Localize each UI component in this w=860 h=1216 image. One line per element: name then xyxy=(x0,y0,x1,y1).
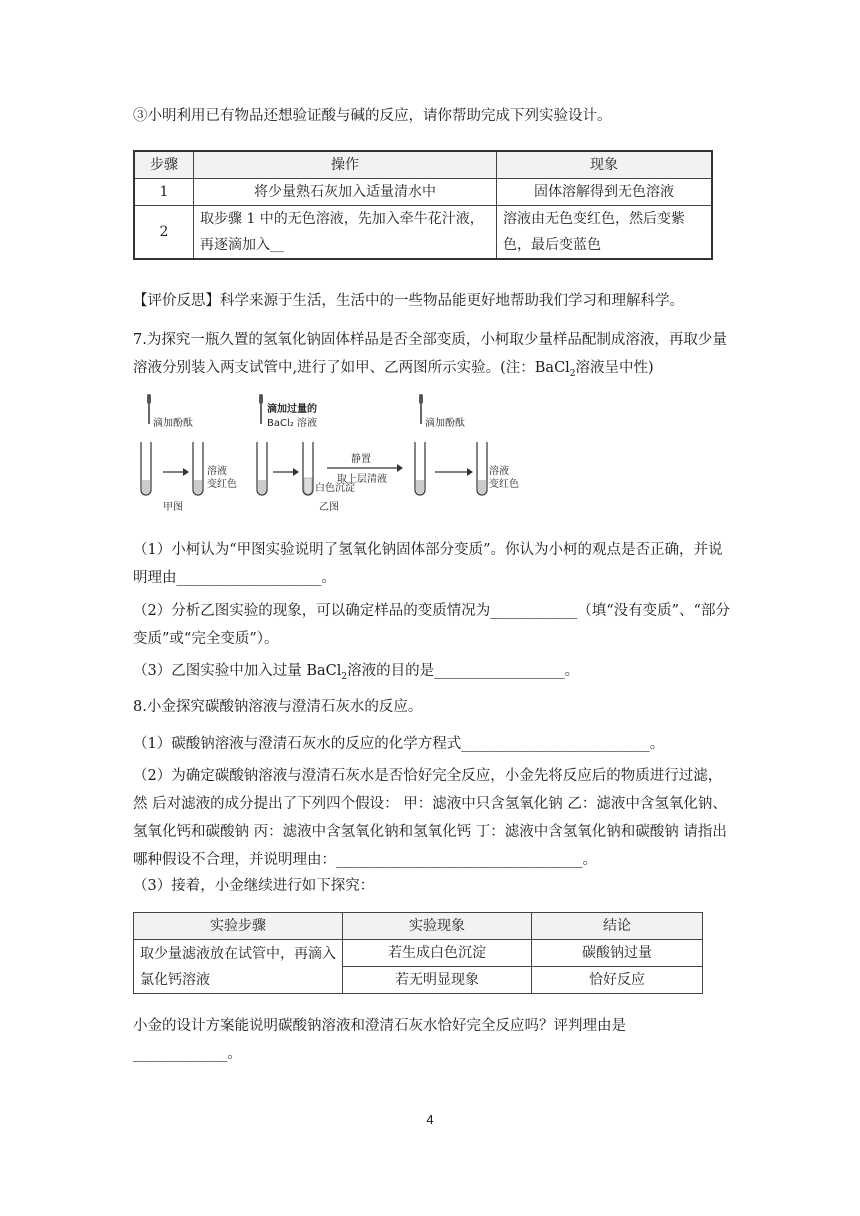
question-8-2: （2）为确定碳酸钠溶液与澄清石灰水是否恰好完全反应，小金先将反应后的物质进行过滤，然 后对滤液的成分提出了下列四个假设： 甲：滤液中只含氢氧化钠 乙：滤液中含氢氧化钠、氢氧化钙和碳酸钠 丙：滤液中含氢氧化钠和氢氧化钙 丁：滤液中含氢氧化钠和碳酸钠 请指出哪种假设不合理，并说明理由：__________________________________。 xyxy=(133,768,727,868)
label-solution-1: 溶液 xyxy=(207,466,227,477)
arrow-1 xyxy=(163,468,189,476)
table-header-cell: 实验步骤 xyxy=(134,913,343,940)
experiment-design-table xyxy=(133,150,713,260)
dropper-3 xyxy=(419,394,423,424)
label-turn-red-2: 变红色 xyxy=(489,479,519,490)
label-add-phenolphthalein-1: 滴加酚酞 xyxy=(153,418,193,429)
q7-3-subscript: 2 xyxy=(341,671,348,682)
table-cell-step: 取少量滤液放在试管中，再滴入氯化钙溶液 xyxy=(134,940,343,994)
question-7-3 xyxy=(133,657,731,691)
q7-stem-tail: 溶液呈中性) xyxy=(575,360,654,376)
label-add-excess: 滴加过量的 xyxy=(267,404,317,415)
table-cell: 2 xyxy=(134,206,194,260)
question-8-1: （1）碳酸钠溶液与澄清石灰水的反应的化学方程式__________________________。 xyxy=(133,736,665,752)
question-8-stem: 8.小金探究碳酸钠溶液与澄清石灰水的反应。 xyxy=(133,699,423,715)
label-add-phenolphthalein-2: 滴加酚酞 xyxy=(425,418,465,429)
question-8-3: （3）接着，小金继续进行如下探究： xyxy=(133,878,375,894)
table-cell: 取步骤 1 中的无色溶液，先加入牵牛花汁液，再逐滴加入__ xyxy=(194,206,497,260)
label-figure-yi: 乙图 xyxy=(319,502,339,513)
q7-3-tail: 溶液的目的是__________________。 xyxy=(347,663,580,679)
inquiry-table xyxy=(133,912,703,994)
label-turn-red-1: 变红色 xyxy=(207,479,237,490)
table-cell: 固体溶解得到无色溶液 xyxy=(497,179,713,206)
table-cell: 溶液由无色变红色，然后变紫色，最后变蓝色 xyxy=(497,206,713,260)
table-cell: 1 xyxy=(134,179,194,206)
label-bacl2-solution: BaCl₂ 溶液 xyxy=(267,418,317,429)
table-header-cell: 步骤 xyxy=(134,151,194,179)
arrow-2 xyxy=(273,468,299,476)
question-7-2: （2）分析乙图实验的现象，可以确定样品的变质情况为____________（填“没有变质”、“部分变质”或“完全变质”）。 xyxy=(133,603,730,647)
table-cell: 碳酸钠过量 xyxy=(532,940,703,967)
dropper-1 xyxy=(147,394,151,424)
question-7-stem xyxy=(133,326,731,388)
table-cell: 若无明显现象 xyxy=(343,967,532,994)
table-cell: 若生成白色沉淀 xyxy=(343,940,532,967)
test-tube-5 xyxy=(415,442,425,495)
experiment-figure xyxy=(133,390,533,520)
label-stand: 静置 xyxy=(351,454,371,465)
evaluation-reflection: 【评价反思】科学来源于生活，生活中的一些物品能更好地帮助我们学习和理解科学。 xyxy=(133,293,684,309)
table-row xyxy=(134,179,712,206)
arrow-3 xyxy=(327,464,403,472)
dropper-2 xyxy=(259,394,263,424)
arrow-4 xyxy=(435,468,473,476)
test-tube-6 xyxy=(477,442,487,495)
label-take-supernatant: 取上层清液 xyxy=(337,474,387,485)
q7-stem-subscript: 2 xyxy=(569,368,576,379)
page-number: 4 xyxy=(426,1112,434,1127)
table-header-cell: 结论 xyxy=(532,913,703,940)
label-figure-jia: 甲图 xyxy=(163,502,183,513)
q7-stem-text: 7.为探究一瓶久置的氢氧化钠固体样品是否全部变质，小柯取少量样品配制成溶液，再取少量溶液分别装入两支试管中,进行了如甲、乙两图所示实验。(注：BaCl xyxy=(133,332,727,376)
label-white-precipitate: 白色沉淀 xyxy=(315,483,355,494)
question-8-conclusion: 小金的设计方案能说明碳酸钠溶液和澄清石灰水恰好完全反应吗？评判理由是_____________。 xyxy=(133,1018,626,1062)
table-cell: 恰好反应 xyxy=(532,967,703,994)
table-header-row xyxy=(134,151,712,179)
label-solution-2: 溶液 xyxy=(489,466,509,477)
q7-3-text: （3）乙图实验中加入过量 BaCl xyxy=(133,663,342,679)
table-header-cell: 现象 xyxy=(497,151,713,179)
test-tube-4 xyxy=(303,442,313,495)
question-7-1: （1）小柯认为“甲图实验说明了氢氧化钠固体部分变质”。你认为小柯的观点是否正确，并说明理由____________________。 xyxy=(133,542,723,586)
table-row xyxy=(134,940,703,967)
table-row xyxy=(134,206,712,260)
test-tube-2 xyxy=(193,442,203,495)
table-header-cell: 实验现象 xyxy=(343,913,532,940)
table-header-cell: 操作 xyxy=(194,151,497,179)
question-6-3: ③小明利用已有物品还想验证酸与碱的反应，请你帮助完成下列实验设计。 xyxy=(133,108,612,124)
test-tube-3 xyxy=(257,442,267,495)
table-header-row xyxy=(134,913,703,940)
table-cell: 将少量熟石灰加入适量清水中 xyxy=(194,179,497,206)
test-tube-1 xyxy=(141,442,151,495)
